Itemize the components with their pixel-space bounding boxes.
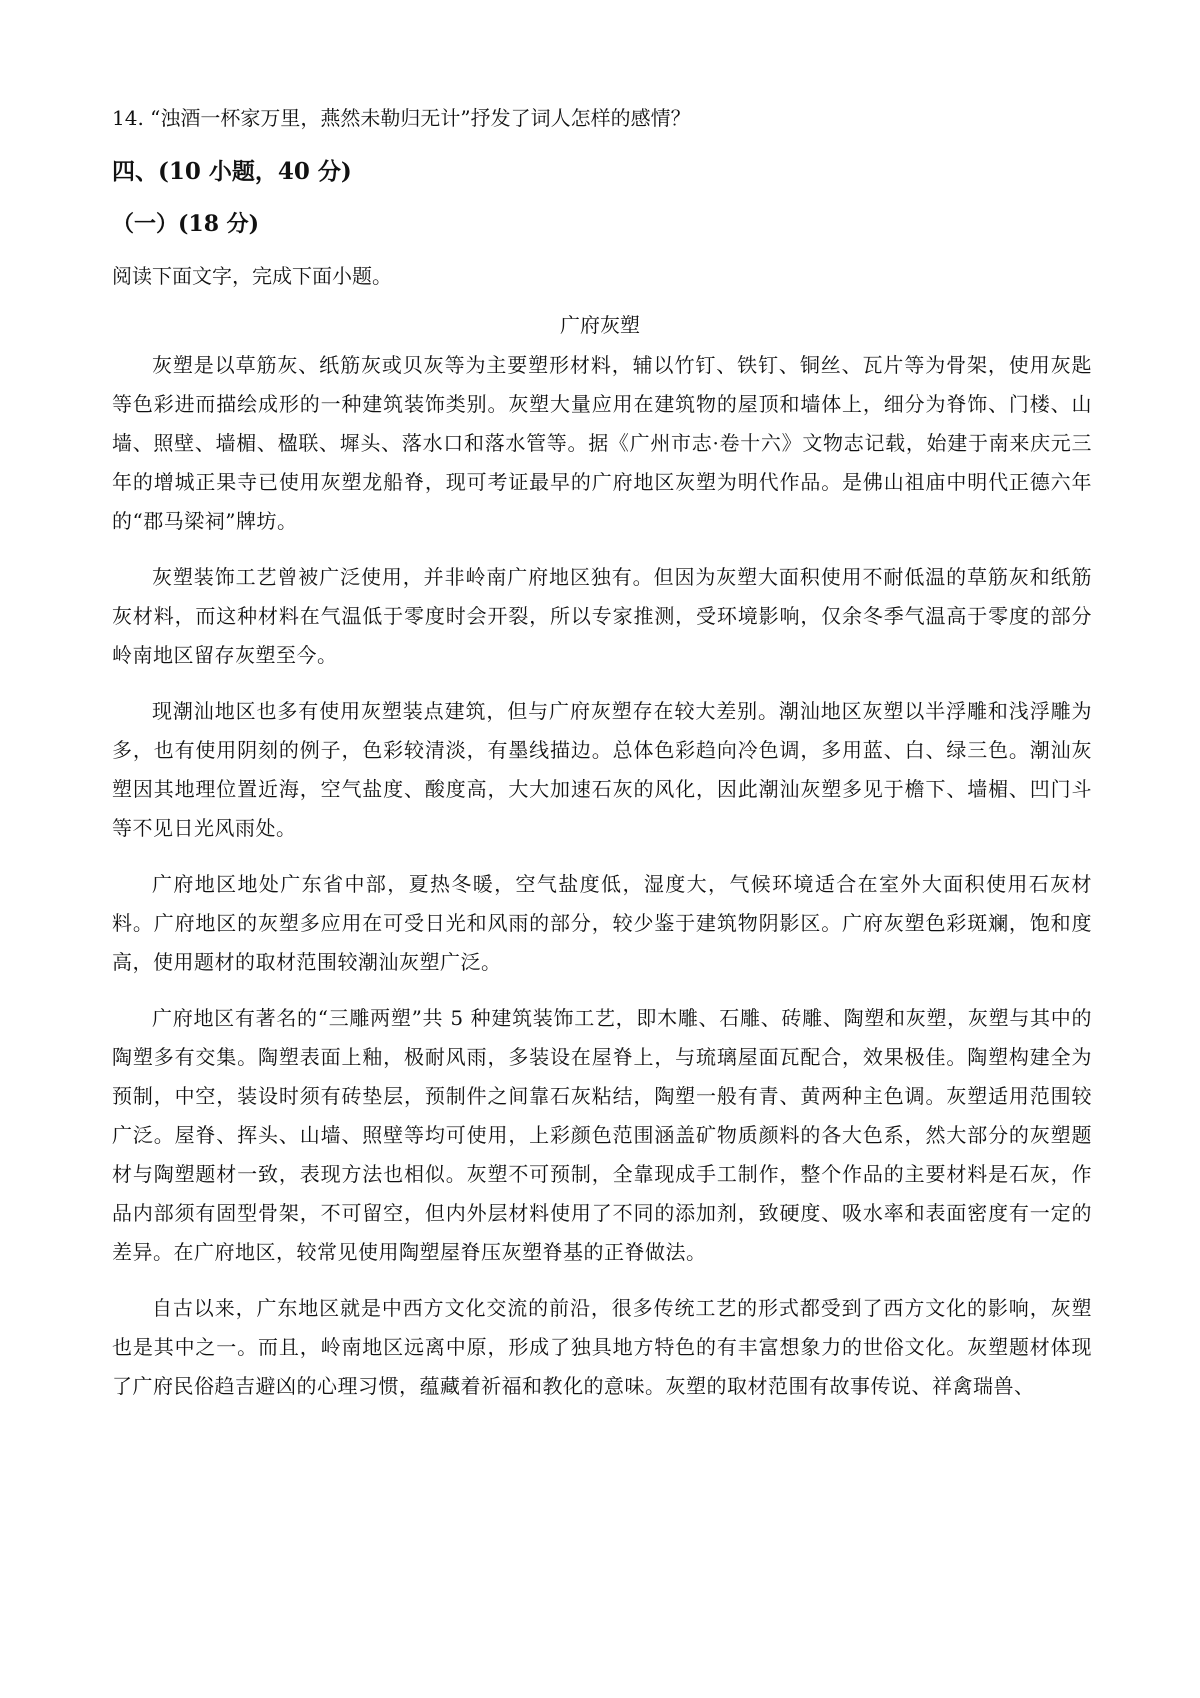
article-body [112, 346, 1092, 1423]
article-paragraph: 灰塑是以草筋灰、纸筋灰或贝灰等为主要塑形材料，辅以竹钉、铁钉、铜丝、瓦片等为骨架，使用灰匙等色彩进而描绘成形的一种建筑装饰类别。灰塑大量应用在建筑物的屋顶和墙体上，细分为脊饰、门楼、山墙、照壁、墙楣、楹联、墀头、落水口和落水管等。据《广州市志·卷十六》文物志记载，始建于南来庆元三年的增城正果寺已使用灰塑龙船脊，现可考证最早的广府地区灰塑为明代作品。是佛山祖庙中明代正德六年的“郡马梁祠”牌坊。 [112, 353, 1092, 533]
article-paragraph: 广府地区地处广东省中部，夏热冬暖，空气盐度低，湿度大，气候环境适合在室外大面积使用石灰材料。广府地区的灰塑多应用在可受日光和风雨的部分，较少鉴于建筑物阴影区。广府灰塑色彩斑斓，饱和度高，使用题材的取材范围较潮汕灰塑广泛。 [112, 872, 1092, 974]
article-paragraph: 灰塑装饰工艺曾被广泛使用，并非岭南广府地区独有。但因为灰塑大面积使用不耐低温的草筋灰和纸筋灰材料，而这种材料在气温低于零度时会开裂，所以专家推测，受环境影响，仅余冬季气温高于零度的部分岭南地区留存灰塑至今。 [112, 565, 1092, 667]
subsection-heading: （一）(18 分) [112, 211, 260, 237]
article-title: 广府灰塑 [560, 313, 640, 337]
section-heading: 四、(10 小题，40 分) [112, 158, 352, 185]
question-14: 14. “浊酒一杯家万里，燕然未勒归无计”抒发了词人怎样的感情？ [112, 106, 691, 130]
article-paragraph: 自古以来，广东地区就是中西方文化交流的前沿，很多传统工艺的形式都受到了西方文化的影响，灰塑也是其中之一。而且，岭南地区远离中原，形成了独具地方特色的有丰富想象力的世俗文化。灰塑题材体现了广府民俗趋吉避凶的心理习惯，蕴藏着祈福和教化的意味。灰塑的取材范围有故事传说、祥禽瑞兽、 [112, 1296, 1092, 1398]
article-paragraph: 广府地区有著名的“三雕两塑”共 5 种建筑装饰工艺，即木雕、石雕、砖雕、陶塑和灰塑，灰塑与其中的陶塑多有交集。陶塑表面上釉，极耐风雨，多装设在屋脊上，与琉璃屋面瓦配合，效果极佳。陶塑构建全为预制，中空，装设时须有砖垫层，预制件之间靠石灰粘结，陶塑一般有青、黄两种主色调。灰塑适用范围较广泛。屋脊、挥头、山墙、照壁等均可使用，上彩颜色范围涵盖矿物质颜料的各大色系，然大部分的灰塑题材与陶塑题材一致，表现方法也相似。灰塑不可预制，全靠现成手工制作，整个作品的主要材料是石灰，作品内部须有固型骨架，不可留空，但内外层材料使用了不同的添加剂，致硬度、吸水率和表面密度有一定的差异。在广府地区，较常见使用陶塑屋脊压灰塑脊基的正脊做法。 [112, 1006, 1092, 1264]
article-paragraph: 现潮汕地区也多有使用灰塑装点建筑，但与广府灰塑存在较大差别。潮汕地区灰塑以半浮雕和浅浮雕为多，也有使用阴刻的例子，色彩较清淡，有墨线描边。总体色彩趋向冷色调，多用蓝、白、绿三色。潮汕灰塑因其地理位置近海，空气盐度、酸度高，大大加速石灰的风化，因此潮汕灰塑多见于檐下、墙楣、凹门斗等不见日光风雨处。 [112, 699, 1092, 840]
reading-instruction: 阅读下面文字，完成下面小题。 [112, 264, 392, 288]
